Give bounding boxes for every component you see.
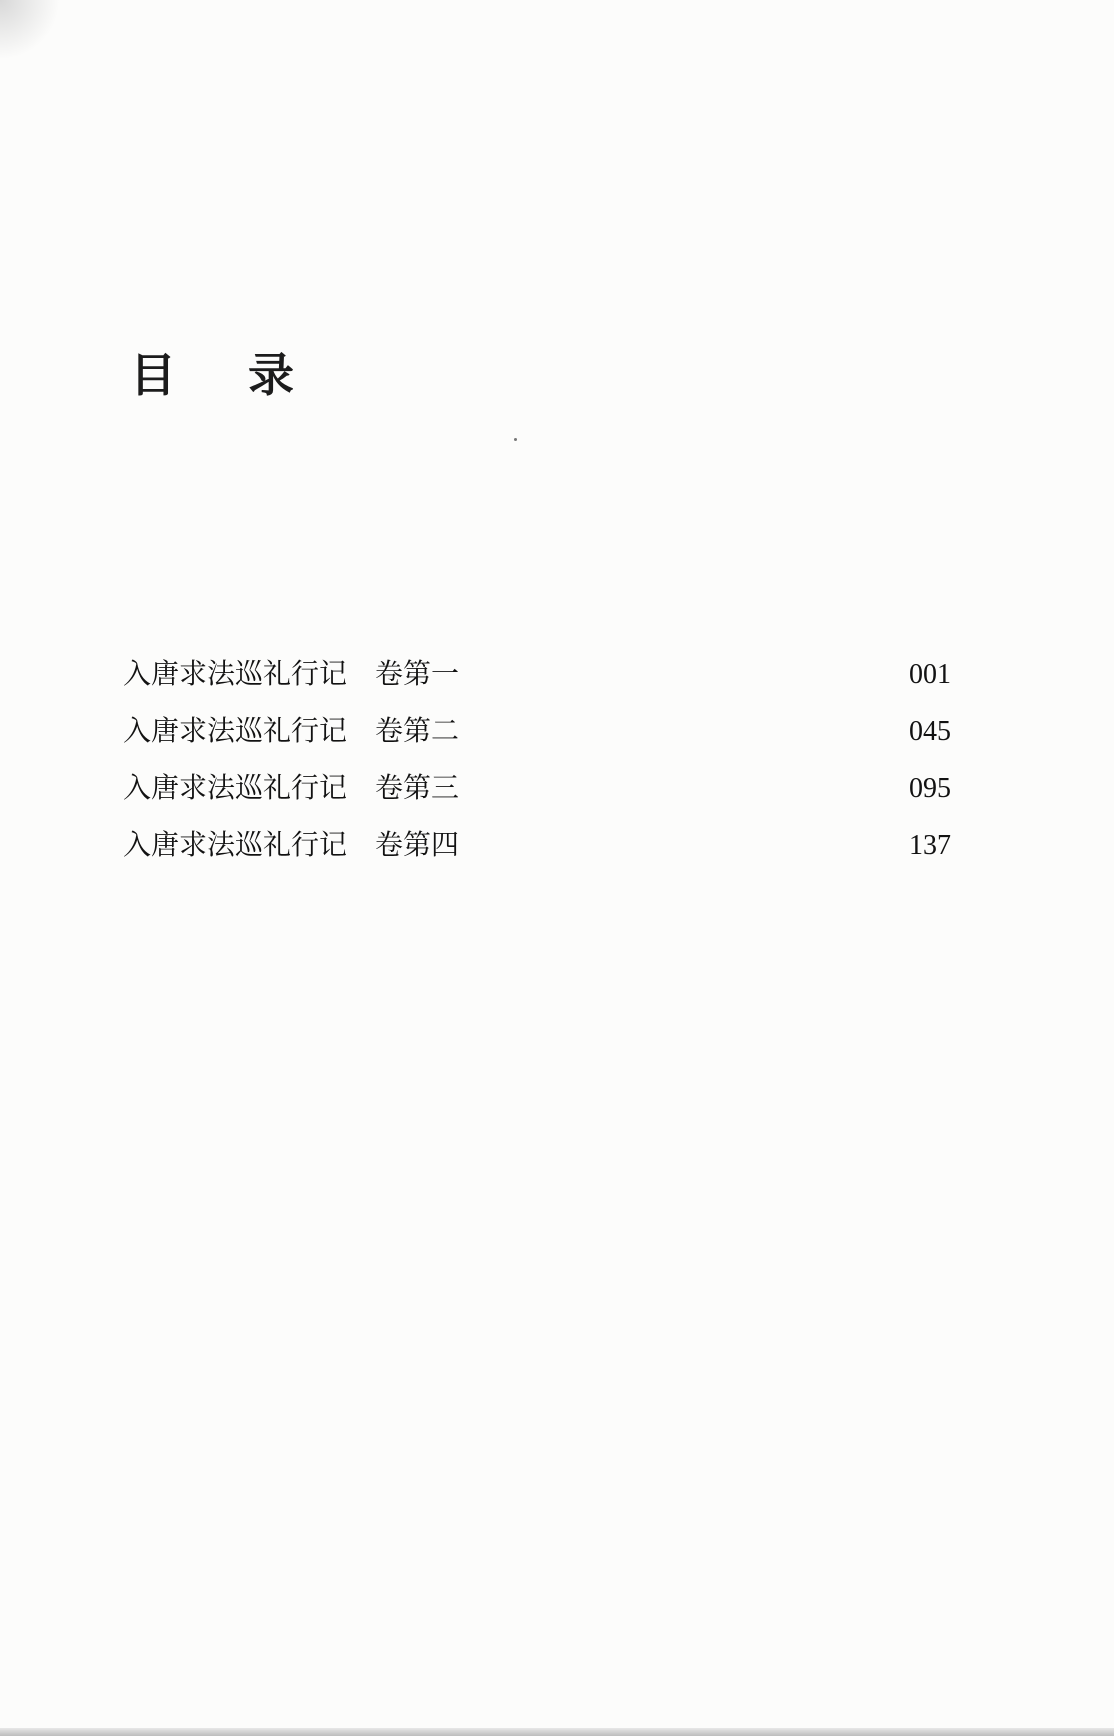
toc-entry-volume-2[interactable] (123, 702, 951, 759)
toc-entry-page-number: 137 (909, 830, 951, 861)
toc-entry-volume-1[interactable] (123, 645, 951, 702)
toc-entry-page-number: 045 (909, 716, 951, 747)
toc-entry-volume-4[interactable] (123, 816, 951, 873)
toc-entry-title: 入唐求法巡礼行记 卷第三 (123, 771, 460, 804)
scan-corner-shadow (0, 0, 60, 60)
scan-speck (514, 438, 517, 441)
toc-entry-title: 入唐求法巡礼行记 卷第一 (123, 657, 460, 690)
toc-entry-page-number: 095 (909, 773, 951, 804)
toc-entry-title: 入唐求法巡礼行记 卷第二 (123, 714, 460, 747)
toc-entry-page-number: 001 (909, 659, 951, 690)
scan-bottom-edge (0, 1728, 1114, 1736)
toc-heading: 目 录 (130, 348, 323, 402)
toc-entry-title: 入唐求法巡礼行记 卷第四 (123, 828, 460, 861)
toc-entry-volume-3[interactable] (123, 759, 951, 816)
toc-list (123, 645, 951, 873)
